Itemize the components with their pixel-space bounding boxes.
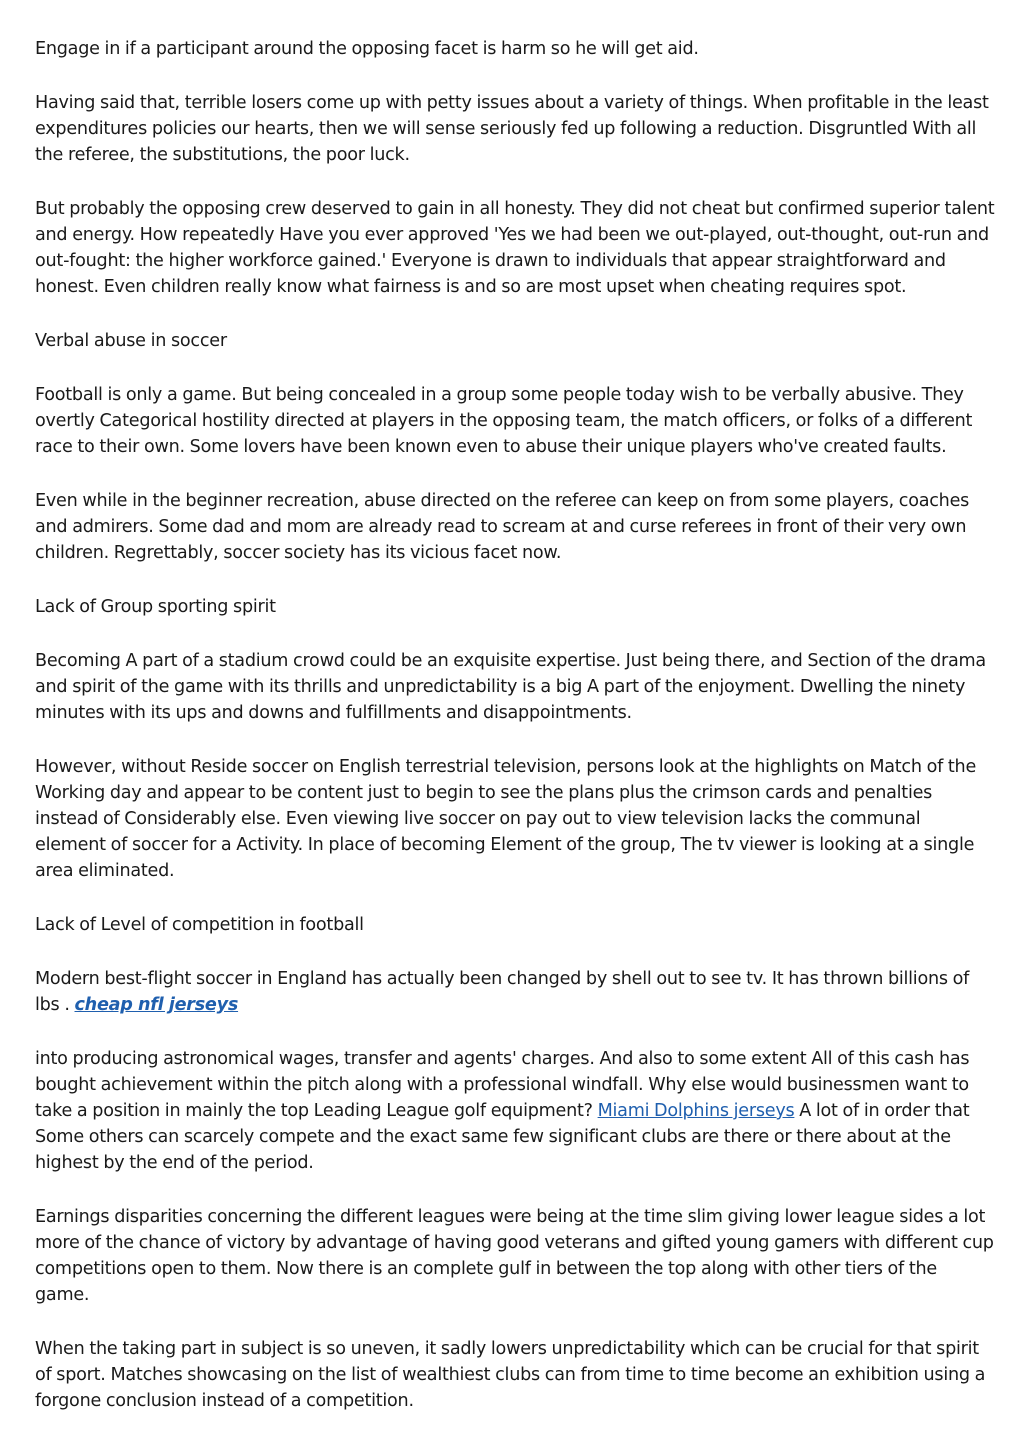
miami-dolphins-jerseys-link[interactable]: Miami Dolphins jerseys [597, 1101, 795, 1121]
cheap-nfl-jerseys-link[interactable]: cheap nfl jerseys [74, 995, 239, 1015]
paragraph-8: Becoming A part of a stadium crowd could be an exquisite expertise. Just being there, and Section of the drama and spirit of the game with its thrills and unpredictability is a big A part of the enjoyment. Dwelling the ninety minutes with its ups and downs and fulfillments and disappointments. [35, 651, 986, 723]
section-heading-sporting-spirit: Lack of Group sporting spirit [35, 597, 276, 617]
section-heading-verbal-abuse: Verbal abuse in soccer [35, 331, 227, 351]
paragraph-13: Earnings disparities concerning the different leagues were being at the time slim giving lower league sides a lot more of the chance of victory by advantage of having good veterans and gifted young gamers with different cup competitions open to them. Now there is an complete gulf in between the top along with other tiers of the game. [35, 1207, 994, 1305]
paragraph-9: However, without Reside soccer on English terrestrial television, persons look at the highlights on Match of the Working day and appear to be content just to begin to see the plans plus the crimson cards and penalties instead of Considerably else. Even viewing live soccer on pay out to view television lacks the communal element of soccer for a Activity. In place of becoming Element of the group, The tv viewer is looking at a single area eliminated. [35, 757, 977, 881]
paragraph-5: Football is only a game. But being concealed in a group some people today wish to be verbally abusive. They overtly Categorical hostility directed at players in the opposing team, the match officers, or folks of a different race to their own. Some lovers have been known even to abuse their unique players who've created faults. [35, 385, 973, 457]
section-heading-competition: Lack of Level of competition in football [35, 915, 364, 935]
paragraph-11-text: Modern best-flight soccer in England has actually been changed by shell out to see tv. It has thrown billions of lbs . [35, 969, 970, 1015]
paragraph-12-text-after: A lot of in order that Some others can scarcely compete and the exact same few significant clubs are there or there about at the highest by the end of the period. [35, 1101, 970, 1173]
paragraph-2: Having said that, terrible losers come up with petty issues about a variety of things. When profitable in the least expenditures policies our hearts, then we will sense seriously fed up following a reduction. Disgruntled With all the referee, the substitutions, the poor luck. [35, 93, 989, 165]
document-body [35, 36, 995, 1442]
paragraph-3: But probably the opposing crew deserved to gain in all honesty. They did not cheat but confirmed superior talent and energy. How repeatedly Have you ever approved 'Yes we had been we out-played, out-thought, out-run and out-fought: the higher workforce gained.' Everyone is drawn to individuals that appear straightforward and honest. Even children really know what fairness is and so are most upset when cheating requires spot. [35, 199, 995, 297]
paragraph-12 [35, 1046, 995, 1176]
paragraph-14: When the taking part in subject is so uneven, it sadly lowers unpredictability which can be crucial for that spirit of sport. Matches showcasing on the list of wealthiest clubs can from time to time become an exhibition using a forgone conclusion instead of a competition. [35, 1339, 986, 1411]
paragraph-12-text-before: into producing astronomical wages, transfer and agents' charges. And also to some extent All of this cash has bought achievement within the pitch along with a professional windfall. Why else would businessmen want to take a position in mainly the top Leading League golf equipment? [35, 1049, 970, 1121]
paragraph-1: Engage in if a participant around the opposing facet is harm so he will get aid. [35, 39, 699, 59]
paragraph-6: Even while in the beginner recreation, abuse directed on the referee can keep on from some players, coaches and admirers. Some dad and mom are already read to scream at and curse referees in front of their very own children. Regrettably, soccer society has its vicious facet now. [35, 491, 970, 563]
paragraph-11 [35, 966, 995, 1018]
